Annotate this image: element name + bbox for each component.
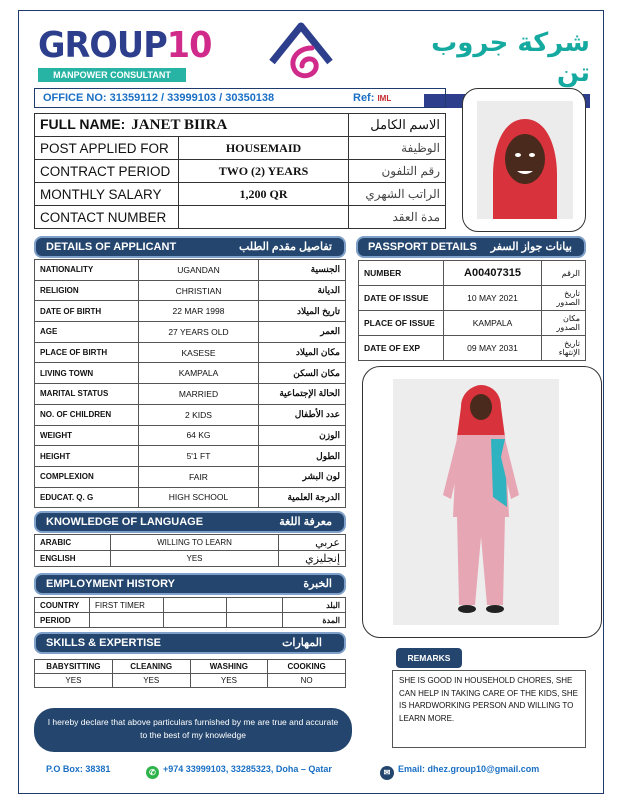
row-label-ar: الراتب الشهري [349, 183, 446, 206]
skill-value: YES [112, 674, 190, 688]
row-value: 1,200 QR [179, 183, 349, 206]
row-label: DATE OF BIRTH [35, 301, 139, 322]
row-label: PLACE OF BIRTH [35, 342, 139, 363]
row-label-ar: عربي [279, 535, 346, 551]
row-label-ar: الدرجة العلمية [259, 487, 346, 508]
row-value: KASESE [139, 342, 259, 363]
row-label: RELIGION [35, 280, 139, 301]
row-label-ar: تاريخ الإنتهاء [542, 336, 586, 361]
whatsapp-icon: ✆ [146, 766, 159, 779]
row-label: EDUCAT. Q. G [35, 487, 139, 508]
passport-title: PASSPORT DETAILS [368, 241, 477, 253]
row-label-ar: الجنسية [259, 260, 346, 281]
brand-word: GROUP [38, 25, 167, 66]
ref-code: IML [377, 94, 392, 103]
table-row [35, 322, 346, 343]
skill-header: COOKING [268, 660, 346, 674]
skills-title: SKILLS & EXPERTISE [46, 637, 161, 649]
office-numbers [34, 88, 446, 108]
headshot-photo [462, 88, 586, 232]
skills-value-row [35, 674, 346, 688]
table-row [35, 551, 346, 567]
row-label-ar: رقم التلفون [349, 160, 446, 183]
row-label-ar: الوظيفة [349, 137, 446, 160]
table-row [35, 206, 446, 229]
skill-value: NO [268, 674, 346, 688]
table-row [35, 466, 346, 487]
footer-email[interactable] [380, 764, 539, 780]
table-row [35, 342, 346, 363]
headshot-image [463, 89, 586, 232]
language-section-header [34, 511, 346, 533]
row-label: MARITAL STATUS [35, 384, 139, 405]
table-row [35, 404, 346, 425]
table-row [359, 286, 586, 311]
employment-title-ar: الخبرة [303, 578, 332, 590]
row-value: KAMPALA [139, 363, 259, 384]
applicant-section-header [34, 236, 346, 258]
footer-phone [146, 764, 332, 779]
row-label: NATIONALITY [35, 260, 139, 281]
row-value: 5'1 FT [139, 446, 259, 467]
full-name-value: JANET BIIRA [131, 117, 228, 133]
skills-title-ar: المهارات [282, 637, 322, 649]
language-table [34, 534, 346, 567]
skill-header: CLEANING [112, 660, 190, 674]
ref-field [353, 91, 391, 106]
brand-number: 10 [166, 25, 212, 66]
email-text[interactable]: Email: dhez.group10@gmail.com [398, 764, 540, 774]
house-logo-icon [266, 18, 336, 84]
language-title: KNOWLEDGE OF LANGUAGE [46, 516, 204, 528]
passport-section-header [356, 236, 586, 258]
table-row [35, 183, 446, 206]
table-row [35, 137, 446, 160]
row-label: ENGLISH [35, 551, 111, 567]
row-label: LIVING TOWN [35, 363, 139, 384]
row-value: FAIR [139, 466, 259, 487]
skill-value: YES [190, 674, 268, 688]
row-label-ar: إنجليزي [279, 551, 346, 567]
employment-section-header [34, 573, 346, 595]
applicant-title-ar: تفاصيل مقدم الطلب [239, 241, 332, 253]
full-name-ar: الاسم الكامل [349, 114, 446, 137]
row-label-ar: العمر [259, 322, 346, 343]
row-label-ar: مدة العقد [349, 206, 446, 229]
row-value: WILLING TO LEARN [111, 535, 279, 551]
full-name-cell [35, 114, 349, 137]
row-label: HEIGHT [35, 446, 139, 467]
row-label-ar: الرقم [542, 261, 586, 286]
company-logo [38, 25, 212, 82]
table-row [35, 260, 346, 281]
skills-header-row [35, 660, 346, 674]
full-body-image [363, 367, 602, 638]
row-value: 22 MAR 1998 [139, 301, 259, 322]
table-row [35, 535, 346, 551]
row-value: UGANDAN [139, 260, 259, 281]
row-label: ARABIC [35, 535, 111, 551]
table-row [35, 613, 346, 628]
empty-cell [164, 598, 227, 613]
table-row [35, 598, 346, 613]
footer-pobox: P.O Box: 38381 [46, 764, 111, 774]
row-label-ar: لون البشر [259, 466, 346, 487]
applicant-table [34, 259, 346, 508]
row-label: CONTRACT PERIOD [35, 160, 179, 183]
skill-header: BABYSITTING [35, 660, 113, 674]
empty-cell [227, 613, 283, 628]
row-value: MARRIED [139, 384, 259, 405]
period-ar: المدة [283, 613, 346, 628]
office-text: OFFICE NO: 31359112 / 33999103 / 30350138 [43, 92, 275, 104]
table-row [35, 160, 446, 183]
row-label: CONTACT NUMBER [35, 206, 179, 229]
full-body-photo [362, 366, 602, 638]
row-label: DATE OF EXP [359, 336, 444, 361]
passport-title-ar: بيانات جواز السفر [490, 241, 572, 253]
row-value: KAMPALA [444, 311, 542, 336]
skill-value: YES [35, 674, 113, 688]
full-name-row [35, 114, 446, 137]
empty-cell [227, 598, 283, 613]
row-label: PLACE OF ISSUE [359, 311, 444, 336]
phone-text: +974 33999103, 33285323, Doha – Qatar [163, 764, 332, 774]
row-label: POST APPLIED FOR [35, 137, 179, 160]
main-info-table [34, 113, 446, 229]
row-label: AGE [35, 322, 139, 343]
remarks-header: REMARKS [396, 648, 462, 668]
brand-subtitle: MANPOWER CONSULTANT [38, 68, 186, 82]
country-label: COUNTRY [35, 598, 90, 613]
row-label-ar: الطول [259, 446, 346, 467]
empty-cell [90, 613, 164, 628]
row-label-ar: مكان الصدور [542, 311, 586, 336]
row-value: A00407315 [444, 261, 542, 286]
employment-title: EMPLOYMENT HISTORY [46, 578, 175, 590]
row-value: TWO (2) YEARS [179, 160, 349, 183]
skills-section-header [34, 632, 346, 654]
row-label: MONTHLY SALARY [35, 183, 179, 206]
empty-cell [164, 613, 227, 628]
country-value: FIRST TIMER [90, 598, 164, 613]
row-value: CHRISTIAN [139, 280, 259, 301]
row-label: NO. OF CHILDREN [35, 404, 139, 425]
row-label: NUMBER [359, 261, 444, 286]
row-label-ar: الوزن [259, 425, 346, 446]
ref-label: Ref: [353, 92, 375, 104]
skills-table [34, 659, 346, 688]
row-label-ar: الحالة الإجتماعية [259, 384, 346, 405]
table-row [359, 336, 586, 361]
row-label-ar: مكان الميلاد [259, 342, 346, 363]
table-row [35, 487, 346, 508]
row-value: 2 KIDS [139, 404, 259, 425]
row-value: 27 YEARS OLD [139, 322, 259, 343]
country-ar: البلد [283, 598, 346, 613]
row-value [179, 206, 349, 229]
passport-table [358, 260, 586, 361]
row-label-ar: مكان السكن [259, 363, 346, 384]
language-title-ar: معرفة اللغة [279, 516, 332, 528]
declaration-box: I hereby declare that above particulars furnished by me are true and accurate to the best of my knowledge [34, 708, 352, 752]
skill-header: WASHING [190, 660, 268, 674]
table-row [35, 301, 346, 322]
table-row [359, 261, 586, 286]
row-value: HOUSEMAID [179, 137, 349, 160]
full-name-label: FULL NAME: [40, 116, 126, 132]
applicant-title: DETAILS OF APPLICANT [46, 241, 177, 253]
row-label-ar: تاريخ الصدور [542, 286, 586, 311]
row-value: 10 MAY 2021 [444, 286, 542, 311]
brand-arabic: شركة جروب تن [431, 28, 590, 88]
period-label: PERIOD [35, 613, 90, 628]
table-row [35, 446, 346, 467]
employment-table [34, 597, 346, 628]
row-value: YES [111, 551, 279, 567]
row-label-ar: الديانة [259, 280, 346, 301]
row-label-ar: تاريخ الميلاد [259, 301, 346, 322]
row-value: HIGH SCHOOL [139, 487, 259, 508]
row-label: WEIGHT [35, 425, 139, 446]
table-row [359, 311, 586, 336]
row-label: DATE OF ISSUE [359, 286, 444, 311]
row-label: COMPLEXION [35, 466, 139, 487]
row-value: 09 MAY 2031 [444, 336, 542, 361]
table-row [35, 384, 346, 405]
row-value: 64 KG [139, 425, 259, 446]
table-row [35, 363, 346, 384]
mail-icon: ✉ [380, 766, 394, 780]
table-row [35, 280, 346, 301]
table-row [35, 425, 346, 446]
remarks-text: SHE IS GOOD IN HOUSEHOLD CHORES, SHE CAN HELP IN TAKING CARE OF THE KIDS, SHE IS HARDWORKING PERSON AND WILLING TO LEARN MORE. [392, 670, 586, 748]
row-label-ar: عدد الأطفال [259, 404, 346, 425]
